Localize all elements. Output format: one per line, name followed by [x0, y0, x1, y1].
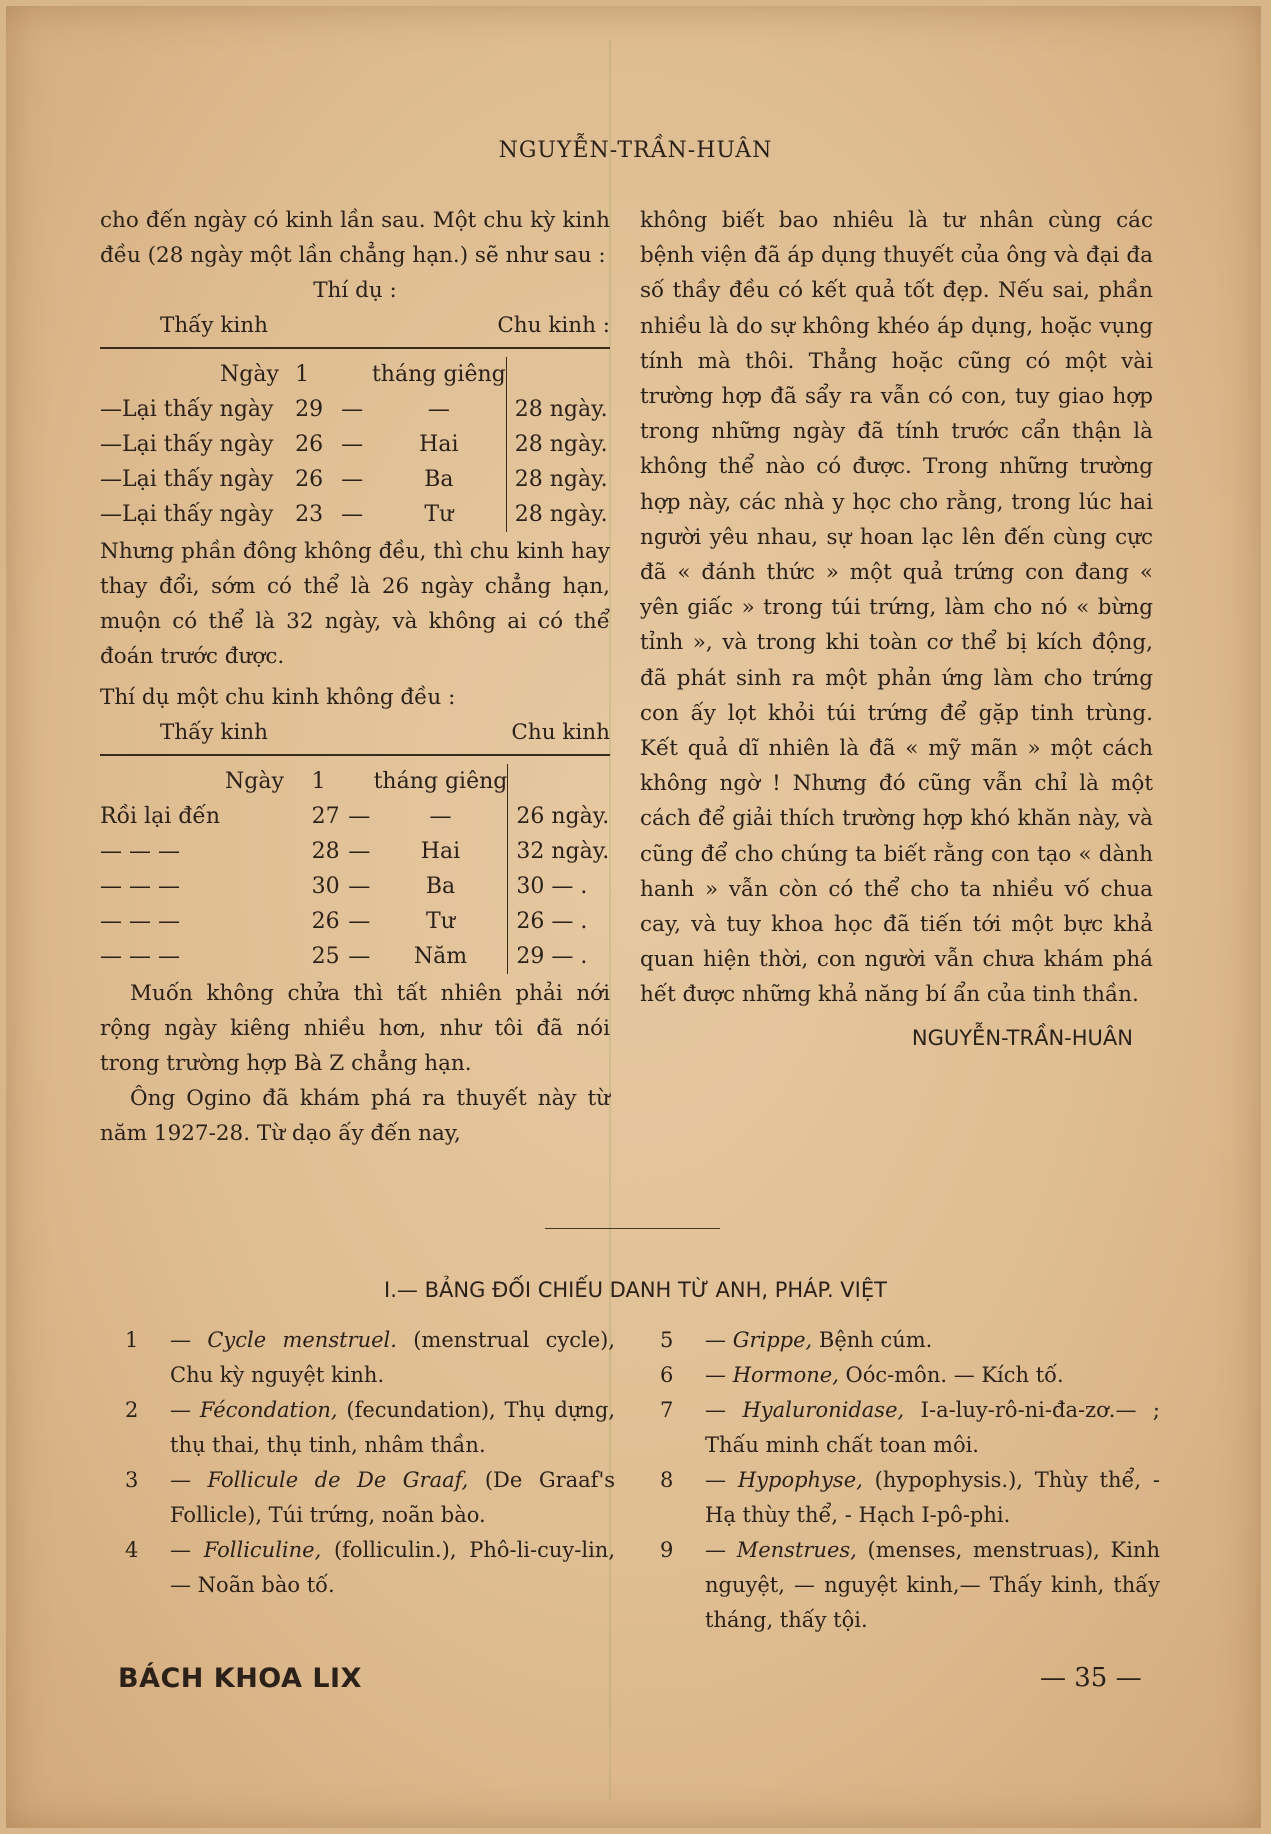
- glossary-item: [125, 1533, 615, 1603]
- table2-row: [100, 799, 610, 834]
- glossary-term: Grippe,: [732, 1328, 813, 1352]
- glossary-right-column: [660, 1323, 1160, 1638]
- row-month: Hai: [420, 839, 461, 864]
- row-label: Ngày: [220, 362, 279, 387]
- glossary-item: [660, 1463, 1160, 1533]
- row-day: 23: [295, 502, 324, 527]
- publication-name: BÁCH KHOA LIX: [118, 1663, 362, 1694]
- glossary-text: — Hypophyse, (hypophysis.), Thùy thể, - Hạ thùy thể, - Hạch I-pô-phi.: [705, 1468, 1160, 1527]
- glossary-number: 4: [125, 1538, 139, 1562]
- glossary-definition: (De Graaf's Follicle), Túi trứng, noãn bào.: [170, 1468, 615, 1527]
- row-dash: —: [341, 397, 364, 422]
- table1-label-cell: [100, 462, 295, 497]
- paragraph-3: Muốn không chửa thì tất nhiên phải nới rộng ngày kiêng nhiều hơn, như tôi đã nói trong trường hợp Bà Z chẳng hạn.: [100, 981, 610, 1076]
- row-cycle: [508, 764, 610, 799]
- row-dash: —: [341, 467, 364, 492]
- example1-label: Thí dụ :: [313, 278, 397, 303]
- row-cycle: [506, 357, 610, 392]
- glossary-number: 6: [660, 1363, 674, 1387]
- row-cycle: 28 ngày.: [506, 392, 610, 427]
- row-cycle: 28 ngày.: [506, 427, 610, 462]
- table2-header: [100, 715, 610, 750]
- glossary-definition: Oóc-môn. — Kích tố.: [838, 1363, 1064, 1387]
- glossary-text: — Hyaluronidase, I-a-luy-rô-ni-đa-zơ.— ; Thấu minh chất toan môi.: [705, 1398, 1160, 1457]
- glossary-definition: (menses, menstruas), Kinh nguyệt, — nguyệt kinh,— Thấy kinh, thấy tháng, thấy tội.: [705, 1538, 1160, 1632]
- row-dash: —: [348, 804, 371, 829]
- glossary-term: Hyaluronidase,: [742, 1398, 905, 1422]
- table1-label-cell: [100, 427, 295, 462]
- glossary-text: — Hormone, Oóc-môn. — Kích tố.: [705, 1363, 1064, 1387]
- glossary-text: — Cycle menstruel. (menstrual cycle), Chu kỳ nguyệt kinh.: [170, 1328, 615, 1387]
- glossary-number: 1: [125, 1328, 139, 1352]
- row-cycle: 28 ngày.: [506, 462, 610, 497]
- row-day: 25: [311, 944, 340, 969]
- right-column-text: không biết bao nhiêu là tư nhân cùng các bệnh viện đã áp dụng thuyết của ông và đại đa số thầy đều có kết quả tốt đẹp. Nếu sai, phần nhiều là do sự không khéo áp dụng, hoặc vụng tính mà thôi. Thẳng hoặc cũng có một vài trường hợp đã sẩy ra vẫn có con, tuy giao hợp trong những ngày đã tính trước cẩn thận là không thể nào có được. Trong những trường hợp này, các nhà y học cho rằng, trong lúc hai người yêu nhau, sự hoan lạc lên đến cùng cực đã « đánh thức » một quả trứng con đang « yên giấc » trong túi trứng, làm cho nó « bừng tỉnh », và trong khi toàn cơ thể bị kích động, đã phát sinh ra một phản ứng làm cho trứng con ấy lọt khỏi túi trứng để gặp tinh trùng. Kết quả dĩ nhiên là đã « mỹ mãn » một cách không ngờ ! Nhưng đó cũng vẫn chỉ là một cách để giải thích trường hợp khó khăn này, và cũng để cho chúng ta biết rằng con tạo « dành hanh » vẫn còn có thể cho ta nhiều vố chua cay, và tuy khoa học đã tiến tới một bực khả quan hiện thời, con người vẫn chưa khám phá hết được những khả năng bí ẩn của tinh thần.: [640, 208, 1153, 1008]
- table2-row: [100, 834, 610, 869]
- table2: [100, 764, 610, 974]
- glossary-item: [125, 1393, 615, 1463]
- glossary-number: 2: [125, 1398, 139, 1422]
- row-cycle: 26 — .: [508, 904, 610, 939]
- row-dash: —: [348, 874, 371, 899]
- table2-row: [100, 764, 610, 799]
- table1-row: [100, 462, 610, 497]
- row-month: —: [429, 804, 452, 829]
- row-label: Ngày: [225, 769, 284, 794]
- left-column: [100, 203, 610, 1151]
- glossary-term: Menstrues,: [736, 1538, 857, 1562]
- row-cycle: 29 — .: [508, 939, 610, 974]
- glossary-definition: (fecundation), Thụ dựng, thụ thai, thụ tinh, nhâm thần.: [170, 1398, 615, 1457]
- author-signature: NGUYỄN-TRẦN-HUÂN: [911, 1025, 1133, 1050]
- table1-header: [100, 308, 610, 343]
- glossary-number: 3: [125, 1468, 139, 1492]
- row-month: tháng giêng: [371, 362, 506, 387]
- table1-label-cell: [100, 357, 295, 392]
- glossary-number: 5: [660, 1328, 674, 1352]
- table1-row: [100, 497, 610, 532]
- table1-label-cell: [100, 497, 295, 532]
- table1-row: [100, 357, 610, 392]
- row-month: Năm: [413, 944, 468, 969]
- glossary-text: — Follicule de De Graaf, (De Graaf's Follicle), Túi trứng, noãn bào.: [170, 1468, 615, 1527]
- row-cycle: 30 — .: [508, 869, 610, 904]
- glossary-left-column: [125, 1323, 615, 1603]
- row-prefix: —: [100, 502, 122, 527]
- row-dash: —: [341, 502, 364, 527]
- row-label: — — —: [100, 909, 180, 934]
- glossary-term: Follicule de De Graaf,: [207, 1468, 469, 1492]
- glossary-text: — Folliculine, (folliculin.), Phô-li-cuy-lin, — Noãn bào tố.: [170, 1538, 615, 1597]
- glossary-item: [125, 1463, 615, 1533]
- row-dash: —: [341, 432, 364, 457]
- glossary-definition: I-a-luy-rô-ni-đa-zơ.— ; Thấu minh chất toan môi.: [705, 1398, 1160, 1457]
- page-number: — 35 —: [1040, 1663, 1142, 1693]
- row-prefix: —: [100, 397, 122, 422]
- glossary-number: 9: [660, 1538, 674, 1562]
- glossary-definition: (folliculin.), Phô-li-cuy-lin, — Noãn bào tố.: [170, 1538, 615, 1597]
- row-month: —: [427, 397, 450, 422]
- glossary-number: 7: [660, 1398, 674, 1422]
- table2-col-left: Thấy kinh: [160, 720, 268, 745]
- row-day: 29: [295, 397, 324, 422]
- row-dash: [345, 764, 374, 799]
- glossary-title: I.— BẢNG ĐỐI CHIẾU DANH TỪ ANH, PHÁP. VIỆT: [384, 1278, 887, 1302]
- glossary-term: Cycle menstruel.: [207, 1328, 397, 1352]
- glossary-definition: (hypophysis.), Thùy thể, - Hạ thùy thể, - Hạch I-pô-phi.: [705, 1468, 1160, 1527]
- table1-row: [100, 392, 610, 427]
- row-day: 28: [311, 839, 340, 864]
- row-day: 27: [311, 804, 340, 829]
- row-day: 1: [311, 769, 326, 794]
- glossary-term: Hypophyse,: [737, 1468, 863, 1492]
- glossary-item: [660, 1358, 1160, 1393]
- row-month: Ba: [425, 874, 456, 899]
- row-label: — — —: [100, 944, 180, 969]
- row-prefix: —: [100, 432, 122, 457]
- row-month: tháng giêng: [373, 769, 508, 794]
- paragraph-2: Nhưng phần đông không đều, thì chu kinh hay thay đổi, sớm có thể là 26 ngày chẳng hạn, muộn có thể là 32 ngày, và không ai có thể đoán trước được.: [100, 539, 610, 669]
- table1: [100, 357, 610, 532]
- glossary-item: [125, 1323, 615, 1393]
- row-month: Ba: [424, 467, 454, 492]
- row-dash: —: [348, 909, 371, 934]
- table2-row: [100, 904, 610, 939]
- row-day: 26: [295, 432, 324, 457]
- row-month: Hai: [419, 432, 459, 457]
- table2-row: [100, 869, 610, 904]
- page-header: NGUYỄN-TRẦN-HUÂN: [498, 138, 773, 163]
- row-day: 26: [311, 909, 340, 934]
- row-cycle: 26 ngày.: [508, 799, 610, 834]
- row-dash: [332, 357, 372, 392]
- table2-row: [100, 939, 610, 974]
- paragraph-4: Ông Ogino đã khám phá ra thuyết này từ năm 1927-28. Từ dạo ấy đến nay,: [100, 1086, 610, 1146]
- intro-paragraph: cho đến ngày có kinh lần sau. Một chu kỳ kinh đều (28 ngày một lần chẳng hạn.) sẽ như sau :: [100, 208, 610, 268]
- glossary-item: [660, 1393, 1160, 1463]
- row-label: — — —: [100, 874, 180, 899]
- row-prefix: —: [100, 467, 122, 492]
- glossary-item: [660, 1533, 1160, 1638]
- glossary-text: — Fécondation, (fecundation), Thụ dựng, thụ thai, thụ tinh, nhâm thần.: [170, 1398, 615, 1457]
- row-month: Tư: [424, 502, 454, 527]
- glossary-text: — Menstrues, (menses, menstruas), Kinh nguyệt, — nguyệt kinh,— Thấy kinh, thấy tháng, thấy tội.: [705, 1538, 1160, 1632]
- row-month: Tư: [426, 909, 455, 934]
- example2-label: Thí dụ một chu kinh không đều :: [100, 685, 456, 710]
- row-cycle: 28 ngày.: [506, 497, 610, 532]
- table2-col-right: Chu kinh: [511, 720, 610, 745]
- glossary-term: Hormone,: [732, 1363, 839, 1387]
- glossary-item: [660, 1323, 1160, 1358]
- glossary-text: — Grippe, Bệnh cúm.: [705, 1328, 933, 1352]
- table1-row: [100, 427, 610, 462]
- row-label: Rồi lại đến: [100, 804, 221, 829]
- row-label: Lại thấy ngày: [122, 467, 274, 492]
- table1-rule: [100, 347, 610, 349]
- row-label: Lại thấy ngày: [122, 397, 274, 422]
- row-label: — — —: [100, 839, 180, 864]
- table2-rule: [100, 754, 610, 756]
- glossary-term: Folliculine,: [203, 1538, 322, 1562]
- glossary-definition: (menstrual cycle), Chu kỳ nguyệt kinh.: [170, 1328, 615, 1387]
- table1-col-left: Thấy kinh: [160, 313, 268, 338]
- row-label: Lại thấy ngày: [122, 502, 274, 527]
- row-dash: —: [348, 839, 371, 864]
- row-dash: —: [348, 944, 371, 969]
- right-column: [640, 203, 1153, 1056]
- glossary-number: 8: [660, 1468, 674, 1492]
- row-label: Lại thấy ngày: [122, 432, 274, 457]
- row-day: 26: [295, 467, 324, 492]
- table1-col-right: Chu kinh :: [497, 313, 610, 338]
- glossary-definition: Bệnh cúm.: [812, 1328, 933, 1352]
- row-cycle: 32 ngày.: [508, 834, 610, 869]
- glossary-term: Fécondation,: [199, 1398, 338, 1422]
- section-divider: [545, 1228, 720, 1229]
- row-day: 30: [311, 874, 340, 899]
- row-day: 1: [295, 362, 310, 387]
- table1-label-cell: [100, 392, 295, 427]
